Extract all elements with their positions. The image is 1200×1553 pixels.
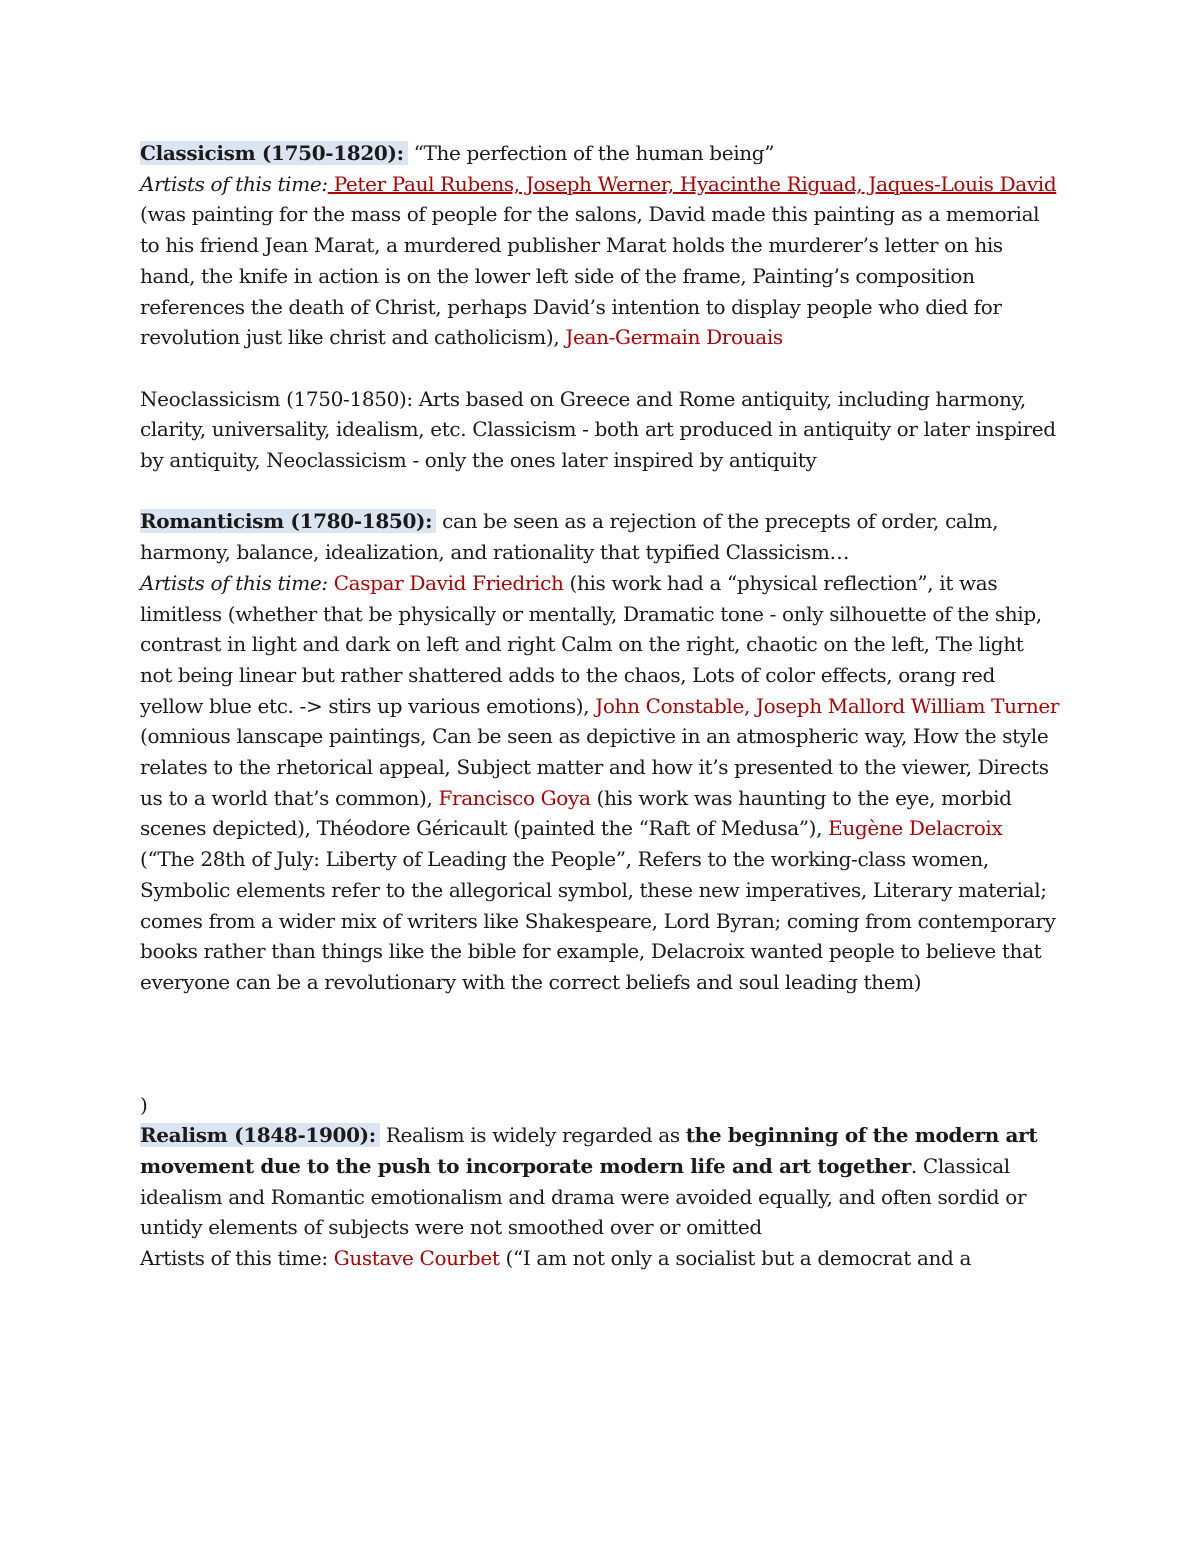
section-spacer xyxy=(140,998,1060,1090)
realism-rest: . Classical idealism and Romantic emotionalism and drama were avoided equally, and often sordid or untidy elements of subjects were not smoothed over or omitted xyxy=(140,1154,1027,1240)
romanticism-note-constable-turner: (omnious lanscape paintings, Can be seen as depictive in an atmospheric way, How the style relates to the rhetorical appeal, Subject matter and how it’s presented to the viewer, Directs us to a world that’s common), xyxy=(140,724,1049,810)
realism-note-courbet: (“I am not only a socialist but a democrat and a xyxy=(499,1246,972,1271)
realism-intro: Realism is widely regarded as xyxy=(379,1123,686,1148)
realism-artists-label: Artists of this time: xyxy=(140,1246,334,1271)
paragraph-spacer xyxy=(140,476,1060,507)
romanticism-artist-goya: Francisco Goya xyxy=(438,785,591,810)
realism-bold-text: the beginning of the modern art movement due to the push to incorporate modern life and art together xyxy=(140,1123,1038,1179)
romanticism-note-friedrich: (his work had a “physical reflection”, it was limitless (whether that be physically or mentally, Dramatic tone - only silhouette of the ship, contrast in light and dark on left and right Calm on the right, chaotic on the left, The light not being linear but rather shattered adds to the chaos, Lots of color effects, orang red yellow blue etc. -> stirs up various emotions), xyxy=(140,570,1042,718)
romanticism-heading: Romanticism (1780-1850): xyxy=(140,509,436,533)
romanticism-note-goya: (his work was haunting to the eye, morbid scenes depicted), Théodore Géricault (painted the “Raft of Medusa”), xyxy=(140,785,1012,841)
romanticism-note-delacroix: (“The 28th of July: Liberty of Leading the People”, Refers to the working-class women, Symbolic elements refer to the allegorical symbol, these new imperatives, Literary material; comes from a wider mix of writers like Shakespeare, Lord Byran; coming from contemporary books rather than things like the bible for example, Delacroix wanted people to believe that everyone can be a revolutionary with the correct beliefs and soul leading them) xyxy=(140,847,1056,994)
realism-heading: Realism (1848-1900): xyxy=(140,1123,380,1147)
romanticism-artists-label: Artists of this time: xyxy=(140,570,328,595)
classicism-paragraph xyxy=(140,138,1060,353)
classicism-artists-label: Artists of this time: xyxy=(140,171,328,196)
classicism-artist-links[interactable]: Peter Paul Rubens, Joseph Werner, Hyacinthe Riguad, Jaques-Louis David xyxy=(327,171,1057,196)
classicism-heading: Classicism (1750-1820): xyxy=(140,141,408,165)
romanticism-artist-constable-turner: John Constable, Joseph Mallord William Turner xyxy=(595,693,1060,718)
romanticism-intro: can be seen as a rejection of the precepts of order, calm, harmony, balance, idealization, and rationality that typified Classicism… xyxy=(140,509,999,565)
paragraph-spacer xyxy=(140,353,1060,384)
neoclassicism-paragraph: Neoclassicism (1750-1850): Arts based on Greece and Rome antiquity, including harmony, clarity, universality, idealism, etc. Classicism - both art produced in antiquity or later inspired by antiquity, Neoclassicism - only the ones later inspired by antiquity xyxy=(140,386,1056,473)
realism-artist-courbet: Gustave Courbet xyxy=(333,1246,500,1271)
classicism-artist-drouais: Jean-Germain Drouais xyxy=(565,325,783,350)
classicism-quote: “The perfection of the human being” xyxy=(407,141,775,165)
romanticism-paragraph xyxy=(140,506,1060,997)
classicism-david-note: (was painting for the mass of people for the salons, David made this painting as a memorial to his friend Jean Marat, a murdered publisher Marat holds the murderer’s letter on his hand, the knife in action is on the lower left side of the frame, Painting’s composition references the death of Christ, perhaps David’s intention to display people who died for revolution just like christ and catholicism), xyxy=(140,202,1040,350)
document-page xyxy=(140,138,1060,1274)
realism-paragraph xyxy=(140,1120,1060,1274)
romanticism-artist-friedrich: Caspar David Friedrich xyxy=(327,570,564,595)
stray-parenthesis: ) xyxy=(140,1092,148,1117)
romanticism-artist-delacroix: Eugène Delacroix xyxy=(828,816,1003,841)
